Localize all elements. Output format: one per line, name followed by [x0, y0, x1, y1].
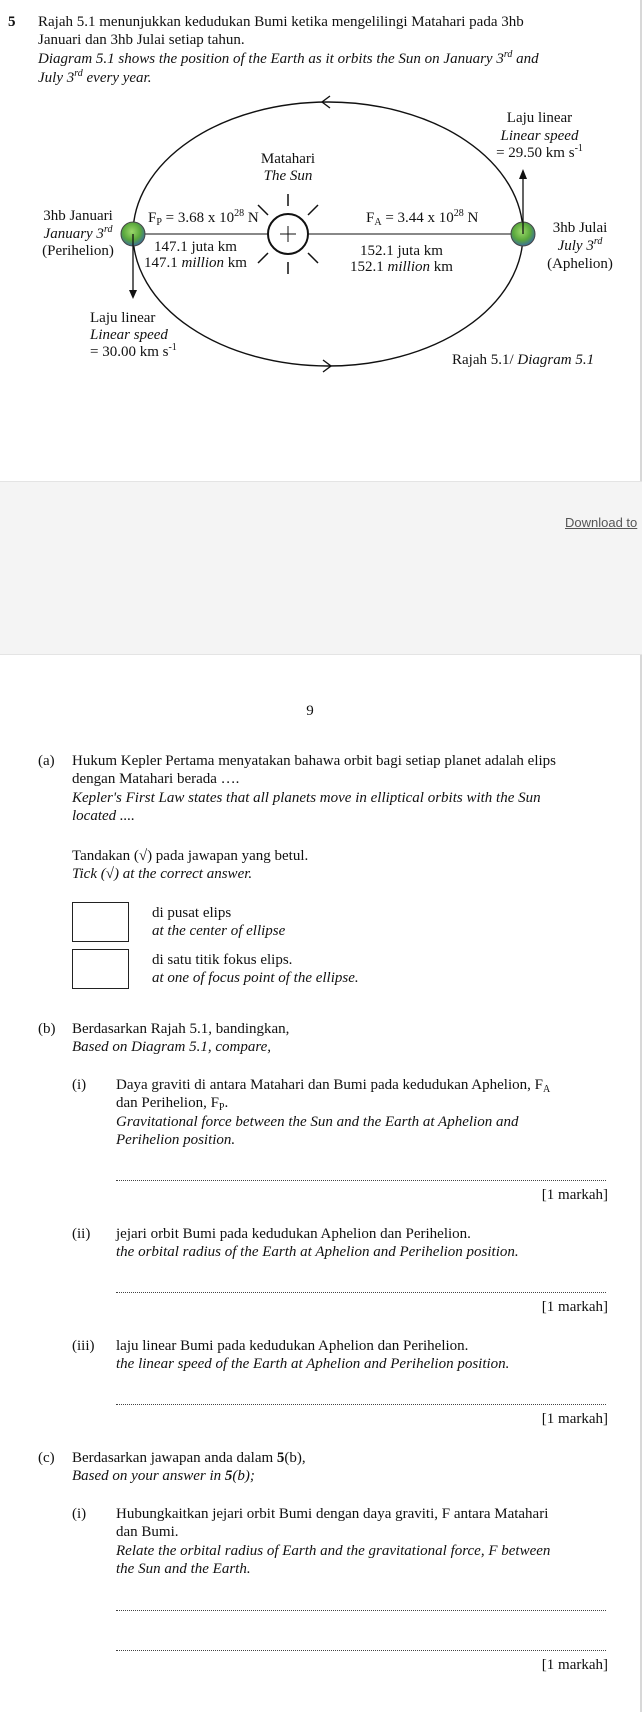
download-link[interactable]: Download to: [565, 515, 638, 530]
part-b-i-en-line1: Gravitational force between the Sun and the Earth at Aphelion and: [116, 1114, 519, 1130]
part-b-label: (b): [38, 1021, 56, 1037]
option-1-checkbox[interactable]: [72, 902, 129, 942]
tick-instruction-ms: Tandakan (√) pada jawapan yang betul.: [72, 848, 309, 864]
option-2-ms: di satu titik fokus elips.: [152, 952, 293, 968]
answer-line-b-ii[interactable]: [116, 1292, 606, 1293]
sun-icon: [258, 194, 318, 274]
part-b-iii-label: (iii): [72, 1338, 95, 1354]
part-b-i-ms-line2: dan Perihelion, $F_P$.: [116, 1095, 229, 1113]
mark-b-ii: [1 markah]: [541, 1299, 608, 1315]
option-2-checkbox[interactable]: [72, 949, 129, 989]
part-c-i-en-line1: Relate the orbital radius of Earth and the gravitational force, F between: [116, 1543, 551, 1559]
part-a-ms-line1: Hukum Kepler Pertama menyatakan bahawa orbit bagi setiap planet adalah elips: [72, 753, 556, 769]
perihelion-label: (Perihelion): [42, 243, 114, 259]
option-2-en: at one of focus point of the ellipse.: [152, 970, 359, 986]
speed-perihelion-en: Linear speed: [90, 327, 168, 343]
option-1-ms: di pusat elips: [152, 905, 232, 921]
mark-c-i: [1 markah]: [541, 1657, 608, 1673]
intro-ms-line1: Rajah 5.1 menunjukkan kedudukan Bumi ketika mengelilingi Matahari pada 3hb: [38, 14, 524, 30]
jan-label-ms: 3hb Januari: [43, 208, 113, 224]
distance-perihelion-en: 147.1 million km: [144, 255, 247, 271]
jan-label-en: January 3rd: [43, 224, 113, 242]
force-perihelion: $F_P = 3.68$ x $10^{28}$ N: [148, 208, 259, 228]
speed-aphelion-en: Linear speed: [500, 128, 579, 144]
force-aphelion: $F_A = 3.44$ x $10^{28}$ N: [366, 208, 479, 228]
part-c-en: Based on your answer in 5(b);: [72, 1468, 255, 1484]
part-b-ms: Berdasarkan Rajah 5.1, bandingkan,: [72, 1021, 290, 1037]
tick-instruction-en: Tick (√) at the correct answer.: [72, 866, 253, 882]
jul-label-en: July 3rd: [557, 236, 603, 254]
intro-ms-line2: Januari dan 3hb Julai setiap tahun.: [38, 32, 245, 48]
part-a-label: (a): [38, 753, 55, 769]
question-number: 5: [8, 14, 16, 30]
option-1-en: at the center of ellipse: [152, 923, 286, 939]
ad-banner: [0, 481, 642, 655]
part-c-i-ms-line1: Hubungkaitkan jejari orbit Bumi dengan daya graviti, F antara Matahari: [116, 1506, 549, 1522]
distance-aphelion-ms: 152.1 juta km: [360, 243, 443, 259]
jul-label-ms: 3hb Julai: [552, 220, 608, 236]
part-c-label: (c): [38, 1450, 55, 1466]
intro-en-line2: July 3rd every year.: [38, 68, 152, 86]
part-b-iii-ms: laju linear Bumi pada kedudukan Aphelion dan Perihelion.: [116, 1338, 469, 1354]
sun-label-en: The Sun: [263, 168, 313, 184]
part-b-i-label: (i): [72, 1077, 87, 1093]
part-c-i-ms-line2: dan Bumi.: [116, 1524, 179, 1540]
part-b-i-ms-line1: Daya graviti di antara Matahari dan Bumi pada kedudukan Aphelion, $F_A$: [116, 1077, 551, 1095]
speed-perihelion-value: = 30.00 km $s^{-1}$: [90, 342, 177, 360]
distance-perihelion-ms: 147.1 juta km: [154, 239, 237, 255]
aphelion-label: (Aphelion): [547, 256, 613, 272]
intro-en-line1: Diagram 5.1 shows the position of the Earth as it orbits the Sun on January 3rd and: [38, 49, 539, 67]
part-a-ms-line2: dengan Matahari berada ….: [72, 771, 240, 787]
part-b-ii-en: the orbital radius of the Earth at Aphelion and Perihelion position.: [116, 1244, 519, 1260]
part-b-en: Based on Diagram 5.1, compare,: [72, 1039, 272, 1055]
part-b-ii-label: (ii): [72, 1226, 91, 1242]
part-b-i-en-line2: Perihelion position.: [116, 1132, 236, 1148]
answer-line-b-i[interactable]: [116, 1180, 606, 1181]
part-a-en-line2: located ....: [72, 808, 135, 824]
page-number: 9: [306, 703, 314, 719]
part-c-ms: Berdasarkan jawapan anda dalam 5(b),: [72, 1450, 306, 1466]
diagram-caption: Rajah 5.1/ Diagram 5.1: [452, 352, 595, 368]
part-c-i-en-line2: the Sun and the Earth.: [116, 1561, 251, 1577]
part-c-i-label: (i): [72, 1506, 87, 1522]
part-a-en-line1: Kepler's First Law states that all planets move in elliptical orbits with the Sun: [72, 790, 541, 806]
mark-b-i: [1 markah]: [541, 1187, 608, 1203]
mark-b-iii: [1 markah]: [541, 1411, 608, 1427]
speed-perihelion-ms: Laju linear: [90, 310, 156, 326]
speed-aphelion-ms: Laju linear: [506, 110, 573, 126]
part-b-ii-ms: jejari orbit Bumi pada kedudukan Aphelion dan Perihelion.: [116, 1226, 471, 1242]
answer-line-b-iii[interactable]: [116, 1404, 606, 1405]
speed-aphelion-value: = 29.50 km $s^{-1}$: [496, 143, 583, 161]
distance-aphelion-en: 152.1 million km: [350, 259, 453, 275]
answer-line-c-i-1[interactable]: [116, 1610, 606, 1611]
answer-line-c-i-2[interactable]: [116, 1650, 606, 1651]
sun-label-ms: Matahari: [260, 151, 316, 167]
part-b-iii-en: the linear speed of the Earth at Aphelion and Perihelion position.: [116, 1356, 510, 1372]
